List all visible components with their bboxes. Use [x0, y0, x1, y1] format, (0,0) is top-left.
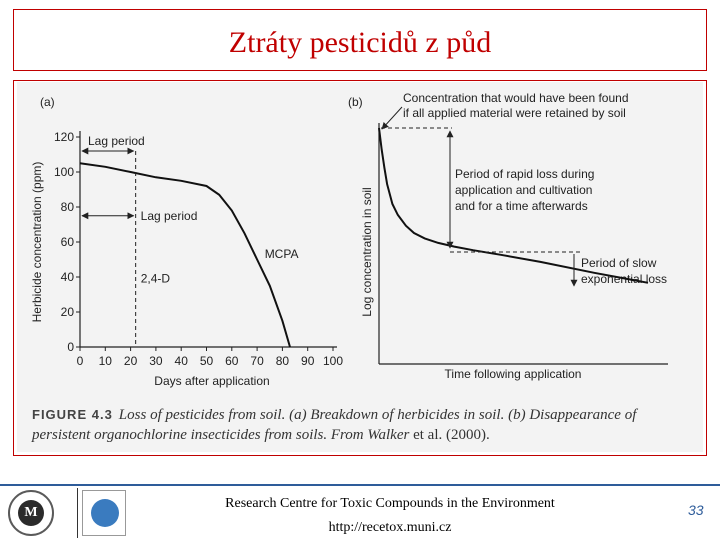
panel-a-label-mcpa: MCPA [264, 246, 299, 261]
panel-b [348, 91, 668, 381]
panel-a-xlabel: Days after application [154, 374, 270, 388]
panel-b-rapid-2: application and cultivation [455, 183, 593, 197]
university-logo [8, 490, 54, 536]
panel-a-y-tick-label: 40 [60, 270, 74, 284]
footer-url[interactable]: http://recetox.muni.cz [328, 520, 452, 535]
panel-b-xlabel: Time following application [444, 367, 582, 381]
panel-a-label: (a) [40, 95, 55, 109]
panel-a-x-tick-label: 10 [98, 354, 112, 368]
panel-a-series-line [80, 163, 290, 347]
panel-a-lag-label-top: Lag period [88, 134, 145, 148]
panel-b-top-arrow [382, 107, 402, 129]
panel-a-y-tick-label: 120 [53, 130, 74, 144]
panel-a-x-tick-label: 100 [322, 354, 344, 368]
panel-b-note-top-1: Concentration that would have been found [403, 91, 629, 105]
university-logo-mark: M [18, 500, 44, 526]
panel-a-x-tick-label: 40 [174, 354, 188, 368]
caption-italic-text: Loss of pesticides from soil. (a) Breakdown of herbicides in soil. (b) Disappearance of persistent organochlorine insecticides from soils. From Walker [32, 407, 637, 443]
panel-b-rapid-1: Period of rapid loss during [455, 167, 595, 181]
figure-caption [32, 405, 692, 445]
panel-a-x-tick-label: 30 [149, 354, 163, 368]
panel-b-rapid-3: and for a time afterwards [455, 199, 588, 213]
panel-b-note-top-2: if all applied material were retained by soil [403, 106, 626, 120]
panel-b-slow-2: exponential loss [581, 272, 668, 286]
panel-a-lag-label-mid: Lag period [140, 208, 198, 223]
panel-a-y-tick-label: 80 [60, 200, 74, 214]
panel-a-annotations [82, 134, 298, 347]
panel-a-marks [80, 163, 290, 347]
panel-a-y-tick-label: 0 [67, 340, 74, 354]
footer-organization: Research Centre for Toxic Compounds in the Environment [225, 496, 555, 511]
footer-divider [0, 484, 720, 486]
globe-icon [91, 499, 119, 527]
panel-a-x-tick-label: 50 [199, 354, 214, 368]
page-number: 33 [688, 502, 704, 518]
panel-a-y-tick-label: 20 [60, 305, 74, 319]
panel-b-axes [379, 123, 668, 364]
panel-a-y-tick-label: 60 [60, 235, 74, 249]
panel-b-slow-1: Period of slow [581, 256, 657, 270]
panel-a-y-tick-label: 100 [53, 165, 74, 179]
panel-a-x-tick-label: 70 [250, 354, 264, 368]
logo-separator [77, 488, 78, 538]
panel-a-label-24d: 2,4-D [140, 271, 171, 286]
panel-a-x-tick-label: 20 [123, 354, 138, 368]
panel-a-x-tick-label: 80 [275, 354, 290, 368]
recetox-logo [82, 490, 126, 536]
panel-a [30, 95, 343, 388]
panel-a-ylabel: Herbicide concentration (ppm) [30, 161, 44, 323]
caption-plain-text: et al. (2000). [409, 427, 490, 443]
caption-figure-label: FIGURE 4.3 [32, 407, 113, 422]
panel-a-x-tick-label: 0 [76, 354, 84, 368]
panel-b-ylabel: Log concentration in soil [360, 187, 374, 317]
panel-b-label: (b) [348, 95, 363, 109]
panel-a-axes [80, 131, 337, 347]
slide-title: Ztráty pesticidů z půd [228, 26, 492, 59]
panel-a-x-tick-label: 90 [301, 354, 315, 368]
panel-a-x-tick-label: 60 [225, 354, 239, 368]
